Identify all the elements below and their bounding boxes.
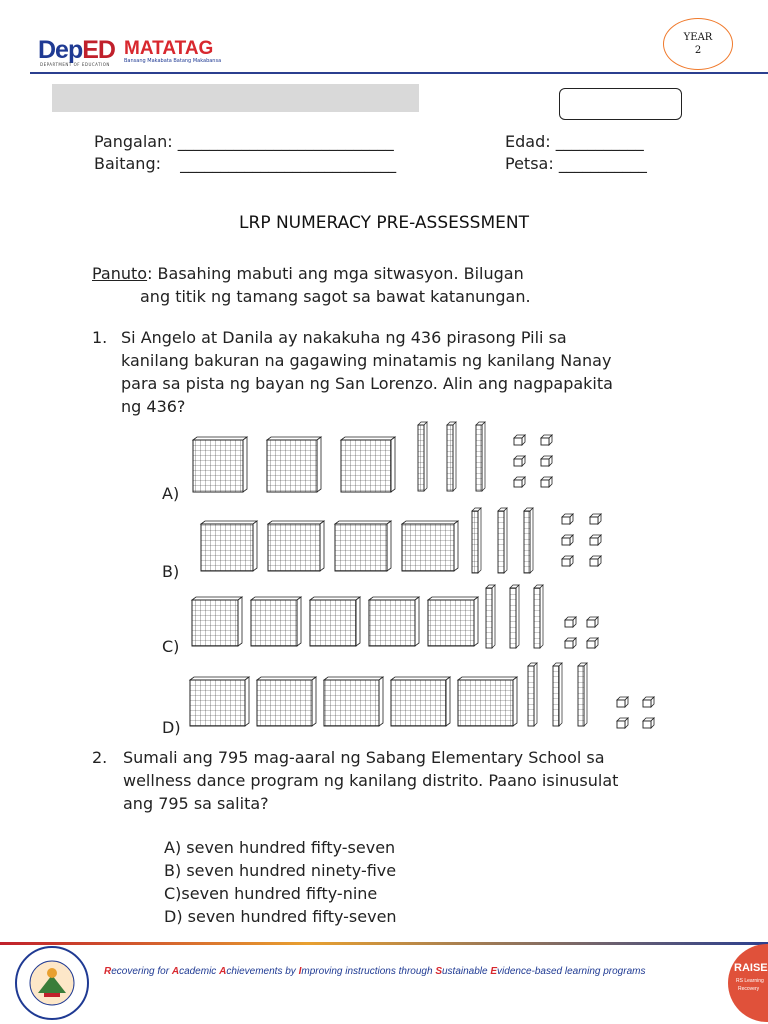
hundred-flat-option-c <box>192 597 242 646</box>
hundred-flat-option-b <box>201 521 257 571</box>
hundred-flat-option-a <box>267 437 321 492</box>
hundred-flat-option-c <box>251 597 301 646</box>
option-d-label[interactable]: D) <box>162 718 181 737</box>
age-line: ___________ <box>555 132 644 151</box>
answer-c[interactable] <box>164 882 564 905</box>
ten-rod-option-b <box>498 508 507 573</box>
one-cube-option-c <box>587 638 598 648</box>
year-badge-number: 2 <box>694 45 702 56</box>
question2-number: 2. <box>92 748 108 767</box>
one-cube-option-a <box>541 456 552 466</box>
one-cube-option-a <box>514 477 525 487</box>
one-cube-option-a <box>514 456 525 466</box>
instructions-colon: : <box>147 264 153 283</box>
one-cube-option-c <box>565 638 576 648</box>
one-cube-option-b <box>562 556 573 566</box>
hundred-flat-option-b <box>335 521 391 571</box>
one-cube-option-b <box>590 556 601 566</box>
tagline-letter: A <box>219 966 227 977</box>
one-cube-option-c <box>565 617 576 627</box>
answer-b-label: B) <box>164 861 182 880</box>
instructions-line1: Basahing mabuti ang mga sitwasyon. Bilugan <box>152 264 524 283</box>
deped-logo: DepED <box>38 36 115 64</box>
question2-text <box>123 746 723 815</box>
hundred-flat-option-c <box>310 597 360 646</box>
question2-line: Sumali ang 795 mag-aaral ng Sabang Elementary School sa <box>123 748 605 767</box>
age-label: Edad: <box>505 132 551 151</box>
grade-label: Baitang: <box>94 154 161 173</box>
matatag-logo: MATATAG <box>124 38 214 59</box>
one-cube-option-d <box>617 697 628 707</box>
ten-rod-option-b <box>524 508 533 573</box>
answer-b[interactable] <box>164 859 564 882</box>
one-cube-option-a <box>541 477 552 487</box>
answer-d-label: D) <box>164 907 183 926</box>
instructions-label: Panuto <box>92 264 148 283</box>
instructions-line2: ang titik ng tamang sagot sa bawat katanungan. <box>140 287 531 306</box>
ten-rod-option-c <box>510 585 519 648</box>
question1-number: 1. <box>92 328 108 347</box>
option-a-label[interactable]: A) <box>162 484 180 503</box>
name-label: Pangalan: <box>94 132 173 151</box>
option-c-label[interactable]: C) <box>162 637 180 656</box>
hundred-flat-option-d <box>458 677 517 726</box>
option-b-label[interactable]: B) <box>162 562 180 581</box>
question2-line: ang 795 sa salita? <box>123 794 269 813</box>
tagline-letter: A <box>171 966 180 977</box>
answer-a-text: seven hundred fifty-seven <box>186 838 396 857</box>
ten-rod-option-d <box>578 663 587 726</box>
hundred-flat-option-d <box>257 677 316 726</box>
hundred-flat-option-d <box>324 677 383 726</box>
ten-rod-option-c <box>534 585 543 648</box>
grade-line: ___________________________ <box>180 154 397 173</box>
raise-sub1: RS Learning <box>736 978 764 984</box>
hundred-flat-option-b <box>268 521 324 571</box>
raise-label: RAISE <box>734 962 768 974</box>
hundred-flat-option-c <box>428 597 478 646</box>
tagline-letter: R <box>104 966 112 977</box>
tagline-letter: S <box>435 966 442 977</box>
name-line: ___________________________ <box>177 132 394 151</box>
question1-line: Si Angelo at Danila ay nakakuha ng 436 pirasong Pili sa <box>121 328 567 347</box>
answer-d-text: seven hundred fifty-seven <box>187 907 397 926</box>
one-cube-option-a <box>541 435 552 445</box>
ten-rod-option-b <box>472 508 481 573</box>
one-cube-option-d <box>643 697 654 707</box>
one-cube-option-b <box>590 535 601 545</box>
ten-rod-option-c <box>486 585 495 648</box>
ten-rod-option-a <box>447 422 456 491</box>
tagline-part: cademic <box>179 966 220 977</box>
deped-region-seal <box>14 945 90 1021</box>
hundred-flat-option-a <box>341 437 395 492</box>
question1-line: ng 436? <box>121 397 186 416</box>
answer-c-text: seven hundred fifty-nine <box>181 884 378 903</box>
footer-divider <box>0 942 768 945</box>
answer-b-text: seven hundred ninety-five <box>186 861 397 880</box>
hundred-flat-option-b <box>402 521 458 571</box>
answer-a-label: A) <box>164 838 182 857</box>
tagline-part: ecovering for <box>111 966 172 977</box>
hundred-flat-option-d <box>190 677 249 726</box>
date-line: ___________ <box>558 154 647 173</box>
question1-line: kanilang bakuran na gagawing minatamis ng kanilang Nanay <box>121 351 612 370</box>
tagline-part: ustainable <box>442 966 491 977</box>
hundred-flat-option-d <box>391 677 450 726</box>
tagline-letter: I <box>298 966 302 977</box>
hundred-flat-option-a <box>193 437 247 492</box>
tagline-part: chievements by <box>226 966 299 977</box>
one-cube-option-b <box>562 535 573 545</box>
one-cube-option-d <box>617 718 628 728</box>
one-cube-option-a <box>514 435 525 445</box>
year-badge-label: YEAR <box>683 32 713 43</box>
question2-answers <box>164 836 564 928</box>
deped-logo-subtitle: DEPARTMENT OF EDUCATION <box>40 62 110 67</box>
ten-rod-option-a <box>476 422 485 491</box>
ten-rod-option-a <box>418 422 427 491</box>
one-cube-option-c <box>587 617 598 627</box>
answer-c-label: C) <box>164 884 182 903</box>
page-title: LRP NUMERACY PRE-ASSESSMENT <box>239 213 529 233</box>
question1-line: para sa pista ng bayan ng San Lorenzo. Alin ang nagpapakita <box>121 374 613 393</box>
answer-a[interactable] <box>164 836 564 859</box>
ten-rod-option-d <box>553 663 562 726</box>
hundred-flat-option-c <box>369 597 419 646</box>
date-label: Petsa: <box>505 154 554 173</box>
tagline-letter: E <box>490 966 498 977</box>
matatag-tagline: Bansang Makabata Batang Makabansa <box>124 58 222 64</box>
one-cube-option-b <box>590 514 601 524</box>
raise-sub2: Recovery <box>738 986 760 992</box>
ten-rod-option-d <box>528 663 537 726</box>
tagline-part: vidence-based learning programs <box>497 966 646 977</box>
tagline-part: mproving instructions through <box>301 966 436 977</box>
answer-d[interactable] <box>164 905 564 928</box>
footer-tagline <box>104 966 645 977</box>
one-cube-option-b <box>562 514 573 524</box>
one-cube-option-d <box>643 718 654 728</box>
question2-line: wellness dance program ng kanilang distrito. Paano isinusulat <box>123 771 619 790</box>
